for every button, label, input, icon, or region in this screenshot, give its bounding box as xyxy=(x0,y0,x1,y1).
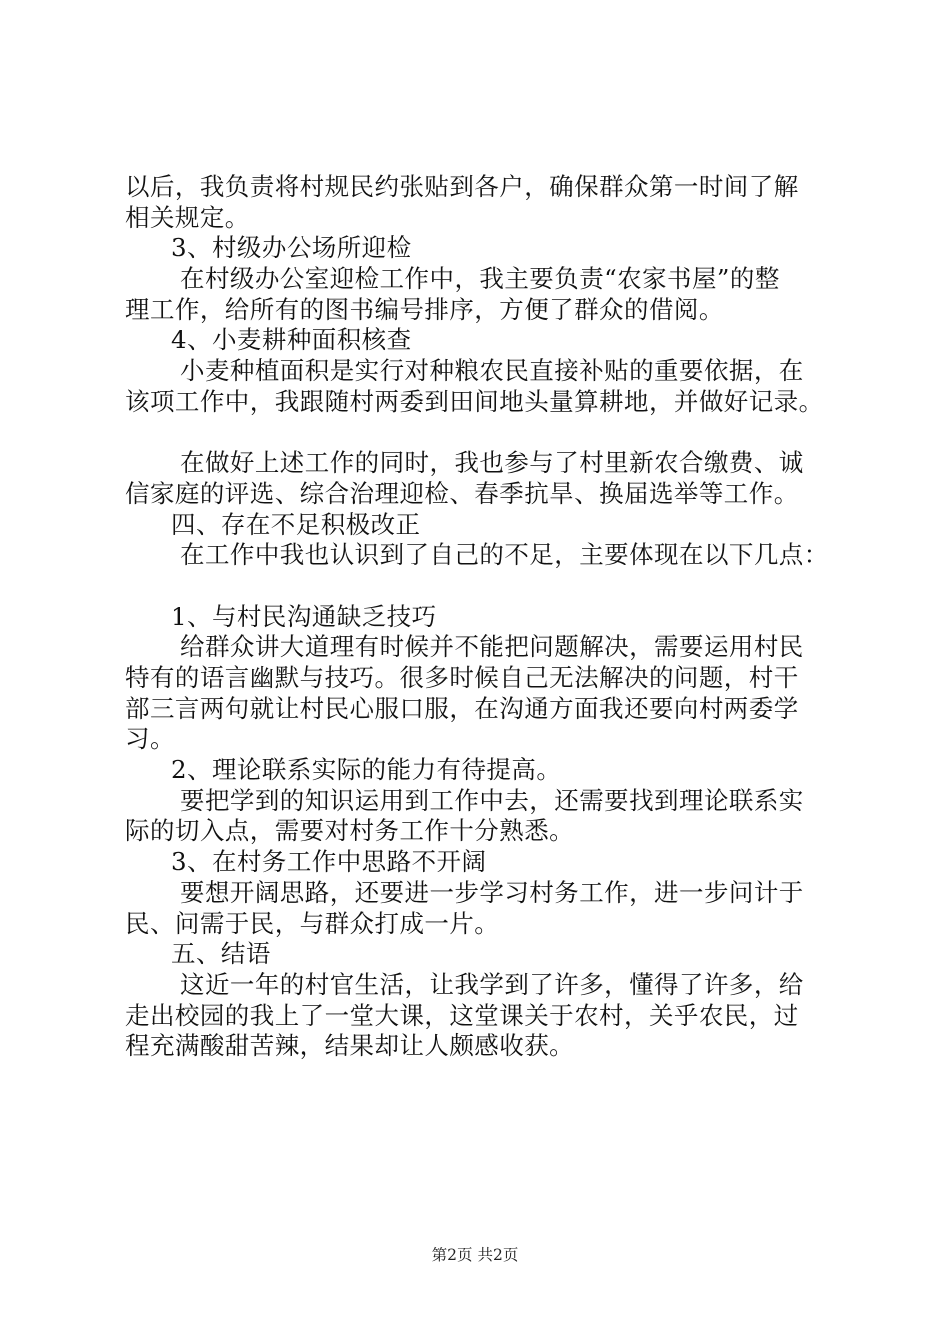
section-heading: 3、在村务工作中思路不开阔 xyxy=(171,847,487,877)
paragraph-line: 理工作，给所有的图书编号排序，方便了群众的借阅。 xyxy=(125,294,724,324)
paragraph-line: 程充满酸甜苦辣，结果却让人颇感收获。 xyxy=(125,1031,575,1061)
paragraph-line: 要想开阔思路，还要进一步学习村务工作，进一步问计于 xyxy=(180,877,804,907)
paragraph-line: 在村级办公室迎检工作中，我主要负责“农家书屋”的整 xyxy=(180,264,780,294)
paragraph-line: 给群众讲大道理有时候并不能把问题解决，需要运用村民 xyxy=(180,632,804,662)
paragraph-line: 际的切入点，需要对村务工作十分熟悉。 xyxy=(125,816,575,846)
section-heading: 1、与村民沟通缺乏技巧 xyxy=(171,601,437,631)
paragraph-line: 部三言两句就让村民心服口服，在沟通方面我还要向村两委学 xyxy=(125,693,799,723)
section-heading: 五、结语 xyxy=(171,939,271,969)
paragraph-line: 要把学到的知识运用到工作中去，还需要找到理论联系实 xyxy=(180,785,804,815)
paragraph-line: 习。 xyxy=(125,724,175,754)
paragraph-line: 民、问需于民，与群众打成一片。 xyxy=(125,908,500,938)
paragraph-line: 在工作中我也认识到了自己的不足，主要体现在以下几点： xyxy=(180,540,829,570)
paragraph-line: 走出校园的我上了一堂大课，这堂课关于农村，关乎农民，过 xyxy=(125,1000,799,1030)
section-heading: 四、存在不足积极改正 xyxy=(171,509,421,539)
paragraph-line: 信家庭的评选、综合治理迎检、春季抗旱、换届选举等工作。 xyxy=(125,478,799,508)
paragraph-line: 以后，我负责将村规民约张贴到各户，确保群众第一时间了解 xyxy=(125,172,799,201)
section-heading: 3、村级办公场所迎检 xyxy=(171,233,412,263)
paragraph-gap xyxy=(125,571,835,602)
section-heading: 2、理论联系实际的能力有待提高。 xyxy=(171,755,562,785)
document-body xyxy=(125,172,835,1062)
paragraph-line: 特有的语言幽默与技巧。很多时候自己无法解决的问题，村干 xyxy=(125,663,799,692)
section-heading: 4、小麦耕种面积核查 xyxy=(171,325,412,355)
page-number-footer: 第2页 共2页 xyxy=(431,1246,519,1264)
paragraph-gap xyxy=(125,418,835,449)
paragraph-line: 在做好上述工作的同时，我也参与了村里新农合缴费、诚 xyxy=(180,448,804,478)
paragraph-line: 该项工作中，我跟随村两委到田间地头量算耕地，并做好记录。 xyxy=(125,386,824,416)
paragraph-line: 小麦种植面积是实行对种粮农民直接补贴的重要依据，在 xyxy=(180,356,804,386)
paragraph-line: 相关规定。 xyxy=(125,202,250,232)
paragraph-line: 这近一年的村官生活，让我学到了许多，懂得了许多，给 xyxy=(180,969,804,999)
